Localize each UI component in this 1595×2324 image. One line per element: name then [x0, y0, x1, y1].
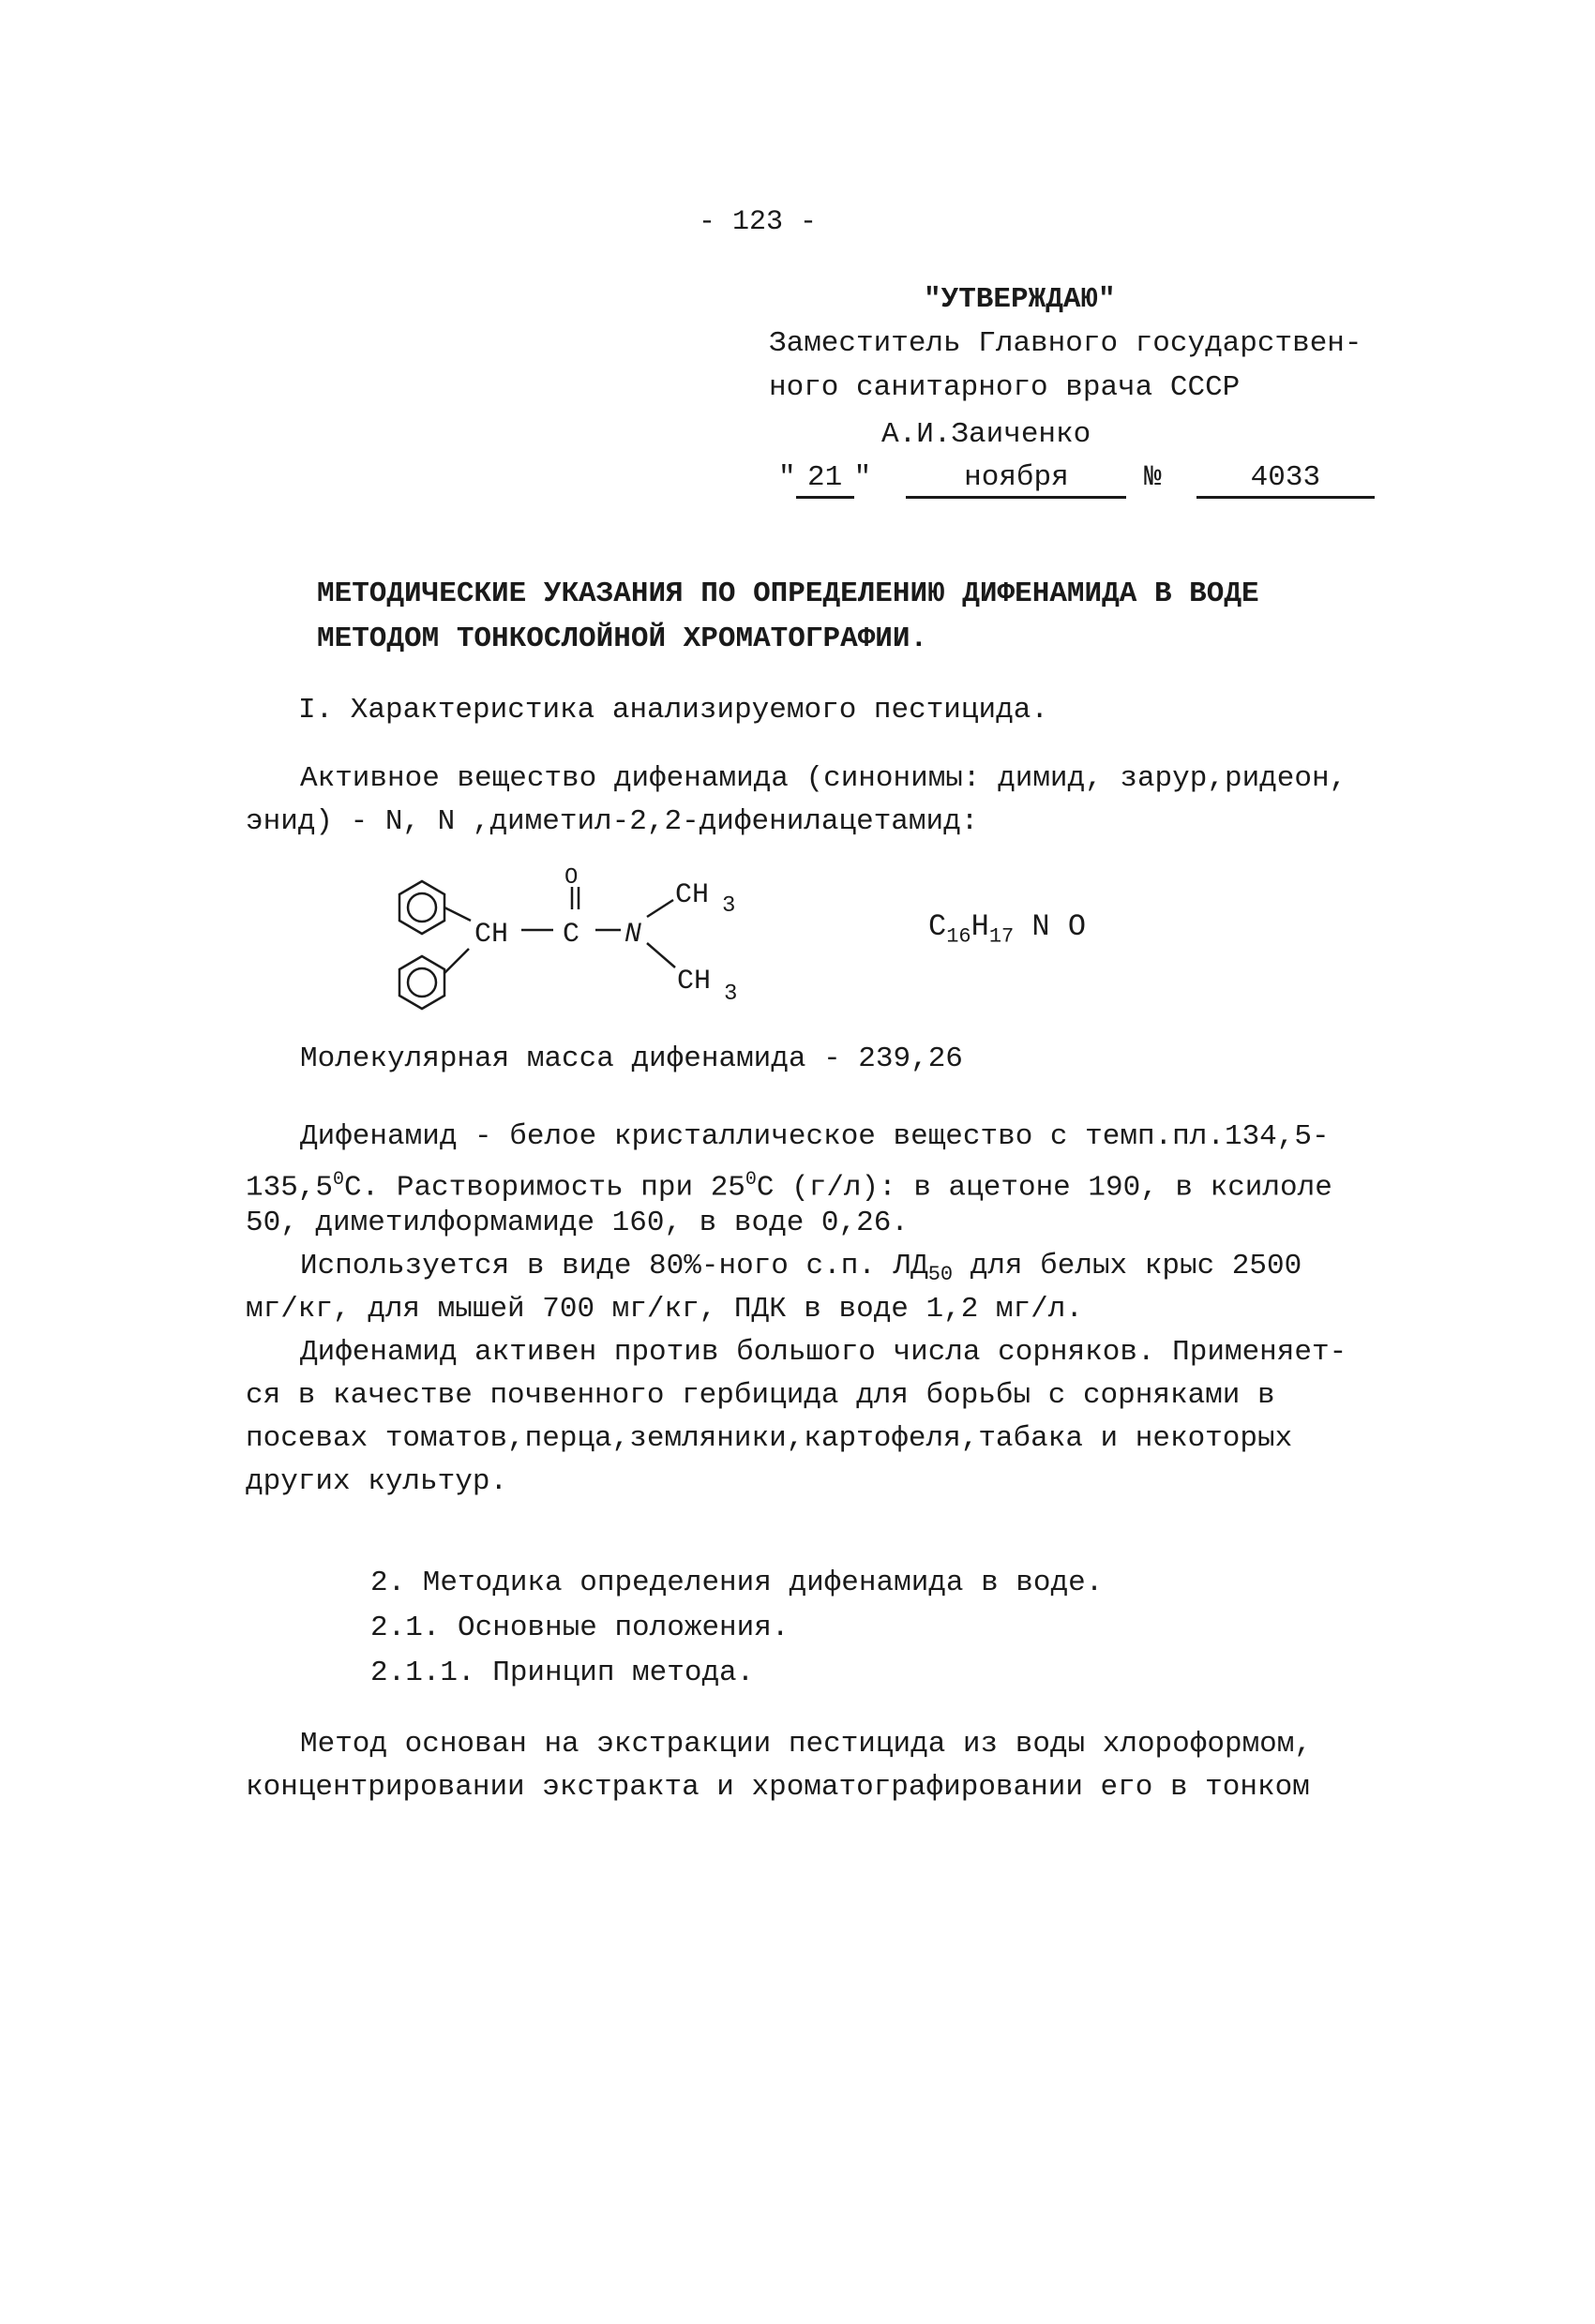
approval-month: ноября: [906, 460, 1126, 499]
ld-sub: 50: [927, 1263, 954, 1287]
degree-1: 0: [333, 1169, 345, 1191]
props-line1: Дифенамид - белое кристаллическое вещество с темп.пл.134,5-: [300, 1120, 1330, 1153]
section2-item3: 2.1.1. Принцип метода.: [370, 1657, 755, 1689]
active-line2: энид) - N, N ,диметил-2,2-дифенилацетамид:: [246, 805, 979, 838]
mf-c: C: [928, 909, 947, 944]
benzene-ring-top-circle: [408, 893, 436, 922]
label-ch3-bottom-sub: 3: [724, 982, 738, 1007]
label-ch3-top: CH: [675, 879, 710, 911]
activity-line4: других культур.: [246, 1465, 508, 1498]
label-ch3-top-sub: 3: [722, 893, 736, 919]
approval-position-line1: Заместитель Главного государствен-: [769, 327, 1362, 360]
approval-position-line2: ного санитарного врача СССР: [769, 371, 1241, 404]
mf-h: H: [971, 909, 989, 944]
approval-number-sign: №: [1144, 461, 1162, 494]
mf-h-count: 17: [988, 924, 1015, 949]
label-ch3-bottom: CH: [677, 966, 712, 997]
props-line2-b: С. Растворимость при 25: [344, 1171, 745, 1205]
quote-open: ": [778, 461, 796, 494]
benzene-ring-top: [399, 881, 444, 934]
document-title-line2: МЕТОДОМ ТОНКОСЛОЙНОЙ ХРОМАТОГРАФИИ.: [317, 622, 928, 655]
document-title-line1: МЕТОДИЧЕСКИЕ УКАЗАНИЯ ПО ОПРЕДЕЛЕНИЮ ДИФЕНАМИДА В ВОДЕ: [317, 577, 1259, 610]
quote-close: ": [853, 461, 907, 494]
page-number: - 123 -: [699, 206, 818, 238]
activity-line1: Дифенамид активен против большого числа сорняков. Применяет-: [300, 1336, 1347, 1369]
label-ch: CH: [474, 919, 509, 951]
molecular-formula: [928, 909, 1086, 948]
use-line1-b: для белых крыс 2500: [953, 1250, 1302, 1282]
document-title: [317, 572, 1259, 662]
label-c: C: [563, 919, 580, 951]
mf-c-count: 16: [946, 924, 971, 949]
bond-ring2-ch: [444, 949, 469, 973]
activity-line3: посевах томатов,перца,земляники,картофеля,табака и некоторых: [246, 1422, 1293, 1455]
props-line2-c: С (г/л): в ацетоне 190, в ксилоле: [756, 1171, 1332, 1205]
method-line1: Метод основан на экстракции пестицида из воды хлороформом,: [300, 1728, 1312, 1761]
section2-list: [370, 1561, 1103, 1696]
bond-n-ch3-bottom: [647, 943, 675, 967]
approval-name: А.И.Заиченко: [881, 418, 1091, 451]
method-line2: концентрировании экстракта и хроматографировании его в тонком: [246, 1771, 1310, 1804]
molecular-mass: Молекулярная масса дифенамида - 239,26: [300, 1042, 963, 1075]
benzene-ring-bottom: [399, 956, 444, 1009]
props-line3: 50, диметилформамиде 160, в воде 0,26.: [246, 1207, 909, 1239]
benzene-ring-bottom-circle: [408, 968, 436, 997]
activity-line2: ся в качестве почвенного гербицида для борьбы с сорняками в: [246, 1379, 1275, 1412]
use-line1-a: Используется в виде 80%-ного с.п. ЛД: [300, 1250, 928, 1282]
section2-item2: 2.1. Основные положения.: [370, 1612, 790, 1644]
use-line2: мг/кг, для мышей 700 мг/кг, ПДК в воде 1,2 мг/л.: [246, 1293, 1083, 1326]
section1-heading: I. Характеристика анализируемого пестицида.: [298, 694, 1048, 727]
mf-rest: N O: [1031, 909, 1087, 944]
degree-2: 0: [745, 1169, 757, 1191]
bond-n-ch3-top: [647, 900, 673, 917]
label-n: N: [624, 919, 642, 951]
props-line2-a: 135,5: [246, 1171, 334, 1205]
section2-item1: 2. Методика определения дифенамида в воде.: [370, 1567, 1104, 1599]
bond-ring1-ch: [444, 907, 471, 921]
approval-number: 4033: [1196, 460, 1375, 499]
approval-date: [778, 456, 1375, 500]
approval-title: "УТВЕРЖДАЮ": [924, 283, 1116, 316]
approval-day: 21: [796, 460, 854, 499]
active-line1: Активное вещество дифенамида (синонимы: димид, зарур,ридеон,: [300, 762, 1347, 795]
label-o: O: [564, 865, 579, 891]
